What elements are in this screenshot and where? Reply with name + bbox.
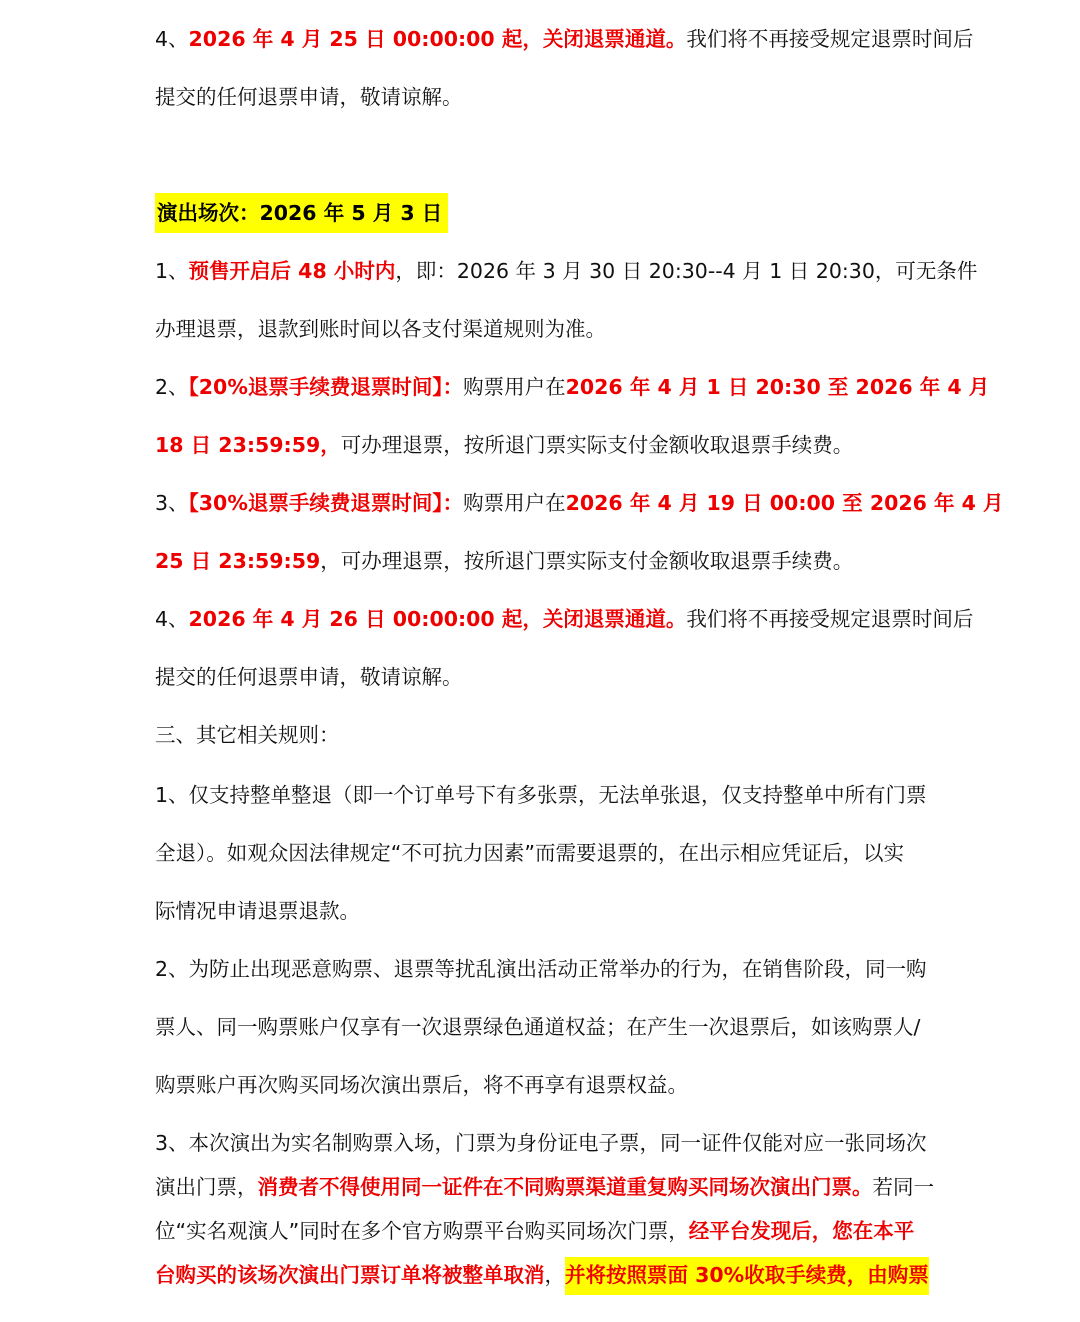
s3-line2-red: 25 日 23:59:59: [155, 549, 321, 573]
r3-line-4: [155, 1258, 935, 1288]
s4-number: 4、: [155, 607, 189, 631]
s1-number: 1、: [155, 259, 189, 283]
r3-line3-red: 经平台发现后，您在本平: [688, 1219, 915, 1243]
r3-line-2: [155, 1170, 935, 1200]
r3-line4-comma: ，: [544, 1263, 565, 1287]
s3-red-text: 2026 年 4 月 19 日 00:00 至 2026 年 4 月: [565, 491, 1004, 515]
s3-colon: ：: [442, 491, 464, 515]
s2-mid-text: 购票用户在: [463, 375, 566, 399]
section-title-line: [155, 196, 935, 226]
r1-line-2: 全退）。如观众因法律规定“不可抗力因素”而需要退票的，在出示相应凭证后，以实: [155, 841, 904, 865]
s3-mid-text: 购票用户在: [463, 491, 566, 515]
s1-line-2: 办理退票，退款到账时间以各支付渠道规则为准。: [155, 317, 606, 341]
r3-line2-red: 消费者不得使用同一证件在不同购票渠道重复购买同场次演出门票。: [257, 1175, 873, 1199]
r3-line4-red: 台购买的该场次演出门票订单将被整单取消: [155, 1263, 545, 1287]
s2-line-2: [155, 428, 935, 458]
s2-bracket-label: 【20%退票手续费退票时间】: [188, 375, 443, 399]
s2-line-1: [155, 370, 990, 400]
p1-line-1: [155, 22, 974, 52]
s3-bracket-label: 【30%退票手续费退票时间】: [188, 491, 443, 515]
r3-line4-highlight: 并将按照票面 30%收取手续费，由购票: [565, 1257, 929, 1295]
s1-tail-text: ，即：2026 年 3 月 30 日 20:30--4 月 1 日 20:30，可无条件: [395, 259, 978, 283]
r3-line2-text-b: 若同一: [872, 1175, 934, 1199]
s3-line-1: [155, 486, 1004, 516]
s3-line-2: [155, 544, 935, 574]
s2-number: 2、: [155, 375, 189, 399]
s2-line2-text: 可办理退票，按所退门票实际支付金额收取退票手续费。: [340, 433, 854, 457]
r2-line-3: 购票账户再次购买同场次演出票后，将不再享有退票权益。: [155, 1073, 688, 1097]
s4-line-1: [155, 602, 974, 632]
r1-line-3: 际情况申请退票退款。: [155, 899, 360, 923]
r2-line-1: 2、为防止出现恶意购票、退票等扰乱演出活动正常举办的行为，在销售阶段，同一购: [155, 957, 927, 981]
rules-heading: 三、其它相关规则：: [155, 723, 340, 747]
section-title: 演出场次：2026 年 5 月 3 日: [155, 193, 448, 233]
p1-red-text: 2026 年 4 月 25 日 00:00:00 起，关闭退票通道。: [188, 27, 687, 51]
r3-line-1: 3、本次演出为实名制购票入场，门票为身份证电子票，同一证件仅能对应一张同场次: [155, 1131, 927, 1155]
s1-line-1: [155, 254, 978, 284]
p1-line-2: 提交的任何退票申请，敬请谅解。: [155, 85, 463, 109]
r3-line3-text: 位“实名观演人”同时在多个官方购票平台购买同场次门票，: [155, 1219, 689, 1243]
r3-line2-text-a: 演出门票，: [155, 1175, 258, 1199]
s2-colon: ：: [442, 375, 464, 399]
s2-red-text: 2026 年 4 月 1 日 20:30 至 2026 年 4 月: [565, 375, 990, 399]
s4-red-text: 2026 年 4 月 26 日 00:00:00 起，关闭退票通道。: [188, 607, 687, 631]
r2-line-2: 票人、同一购票账户仅享有一次退票绿色通道权益；在产生一次退票后，如该购票人/: [155, 1015, 921, 1039]
s4-line-2: 提交的任何退票申请，敬请谅解。: [155, 665, 463, 689]
s1-red-text: 预售开启后 48 小时内: [188, 259, 396, 283]
p1-number: 4、: [155, 27, 189, 51]
s3-number: 3、: [155, 491, 189, 515]
s4-tail-text: 我们将不再接受规定退票时间后: [686, 607, 974, 631]
s3-line2-text: ，可办理退票，按所退门票实际支付金额收取退票手续费。: [320, 549, 854, 573]
p1-tail-text: 我们将不再接受规定退票时间后: [686, 27, 974, 51]
r3-line-3: [155, 1214, 935, 1244]
s2-line2-red: 18 日 23:59:59，: [155, 433, 341, 457]
r1-line-1: 1、仅支持整单整退（即一个订单号下有多张票，无法单张退，仅支持整单中所有门票: [155, 783, 927, 807]
